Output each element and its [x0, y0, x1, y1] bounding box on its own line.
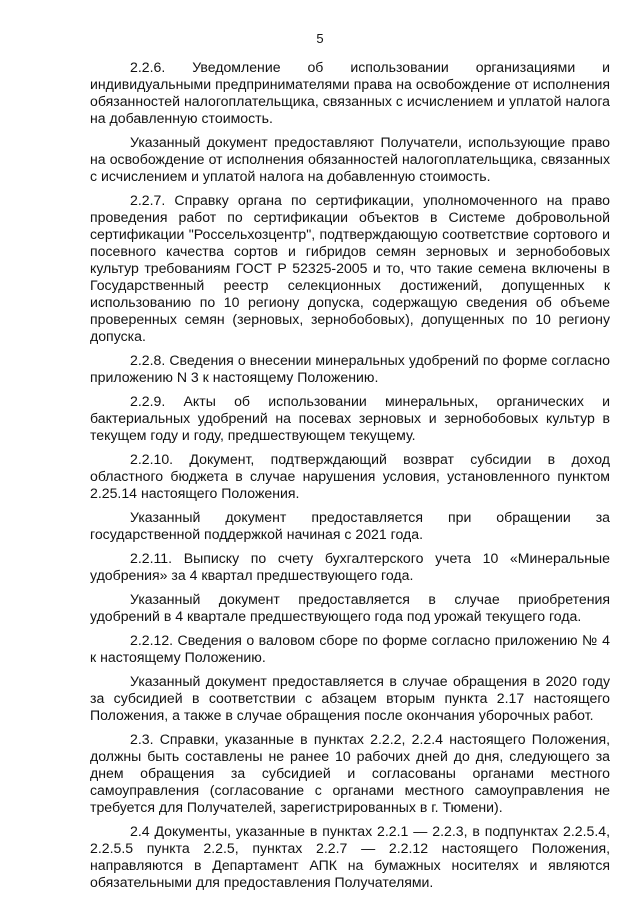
- paragraph-2-2-8: 2.2.8. Сведения о внесении минеральных удобрений по форме согласно приложению N 3 к настоящему Положению.: [90, 352, 610, 385]
- paragraph-2-2-11: 2.2.11. Выписку по счету бухгалтерского учета 10 «Минеральные удобрения» за 4 квартал предшествующего года.: [90, 550, 610, 583]
- document-body: [90, 59, 610, 898]
- paragraph-2-2-10: 2.2.10. Документ, подтверждающий возврат субсидии в доход областного бюджета в случае нарушения условия, установленного пунктом 2.25.14 настоящего Положения.: [90, 451, 610, 501]
- paragraph-2-3: 2.3. Справки, указанные в пунктах 2.2.2, 2.2.4 настоящего Положения, должны быть составлены не ранее 10 рабочих дней до дня, следующего за днем обращения за субсидией и согласованы органами местного самоуправления (согласование с органами местного самоуправления не требуется для Получателей, зарегистрированных в г. Тюмени).: [90, 731, 610, 815]
- paragraph-2-2-11-note: Указанный документ предоставляется в случае приобретения удобрений в 4 квартале предшествующего года под урожай текущего года.: [90, 591, 610, 624]
- paragraph-2-2-9: 2.2.9. Акты об использовании минеральных, органических и бактериальных удобрений на посевах зерновых и зернобобовых культур в текущем году и году, предшествующем текущему.: [90, 393, 610, 443]
- paragraph-2-2-6: 2.2.6. Уведомление об использовании организациями и индивидуальными предпринимателями права на освобождение от исполнения обязанностей налогоплательщика, связанных с исчислением и уплатой налога на добавленную стоимость.: [90, 59, 610, 126]
- paragraph-2-2-12-note: Указанный документ предоставляется в случае обращения в 2020 году за субсидией в соответствии с абзацем вторым пункта 2.17 настоящего Положения, а также в случае обращения после окончания уборочных работ.: [90, 673, 610, 723]
- paragraph-2-4: 2.4 Документы, указанные в пунктах 2.2.1 — 2.2.3, в подпунктах 2.2.5.4, 2.2.5.5 пункта 2.2.5, пунктах 2.2.7 — 2.2.12 настоящего Положения, направляются в Департамент АПК на бумажных носителях и являются обязательными для предоставления Получателями.: [90, 823, 610, 890]
- page-number: 5: [316, 31, 324, 46]
- paragraph-2-2-7: 2.2.7. Справку органа по сертификации, уполномоченного на право проведения работ по сертификации объектов в Системе добровольной сертификации "Россельхозцентр", подтверждающую соответствие сортового и посевного качества сортов и гибридов семян зерновых и зернобобовых культур требованиям ГОСТ Р 52325-2005 и то, что такие семена включены в Государственный реестр селекционных достижений, допущенных к использованию по 10 региону допуска, содержащую сведения об объеме проверенных семян (зерновых, зернобобовых), допущенных по 10 региону допуска.: [90, 192, 610, 344]
- paragraph-2-2-6-note: Указанный документ предоставляют Получатели, использующие право на освобождение от исполнения обязанностей налогоплательщика, связанных с исчислением и уплатой налога на добавленную стоимость.: [90, 134, 610, 184]
- paragraph-2-2-12: 2.2.12. Сведения о валовом сборе по форме согласно приложению № 4 к настоящему Положению.: [90, 632, 610, 665]
- paragraph-2-2-10-note: Указанный документ предоставляется при обращении за государственной поддержкой начиная с 2021 года.: [90, 509, 610, 542]
